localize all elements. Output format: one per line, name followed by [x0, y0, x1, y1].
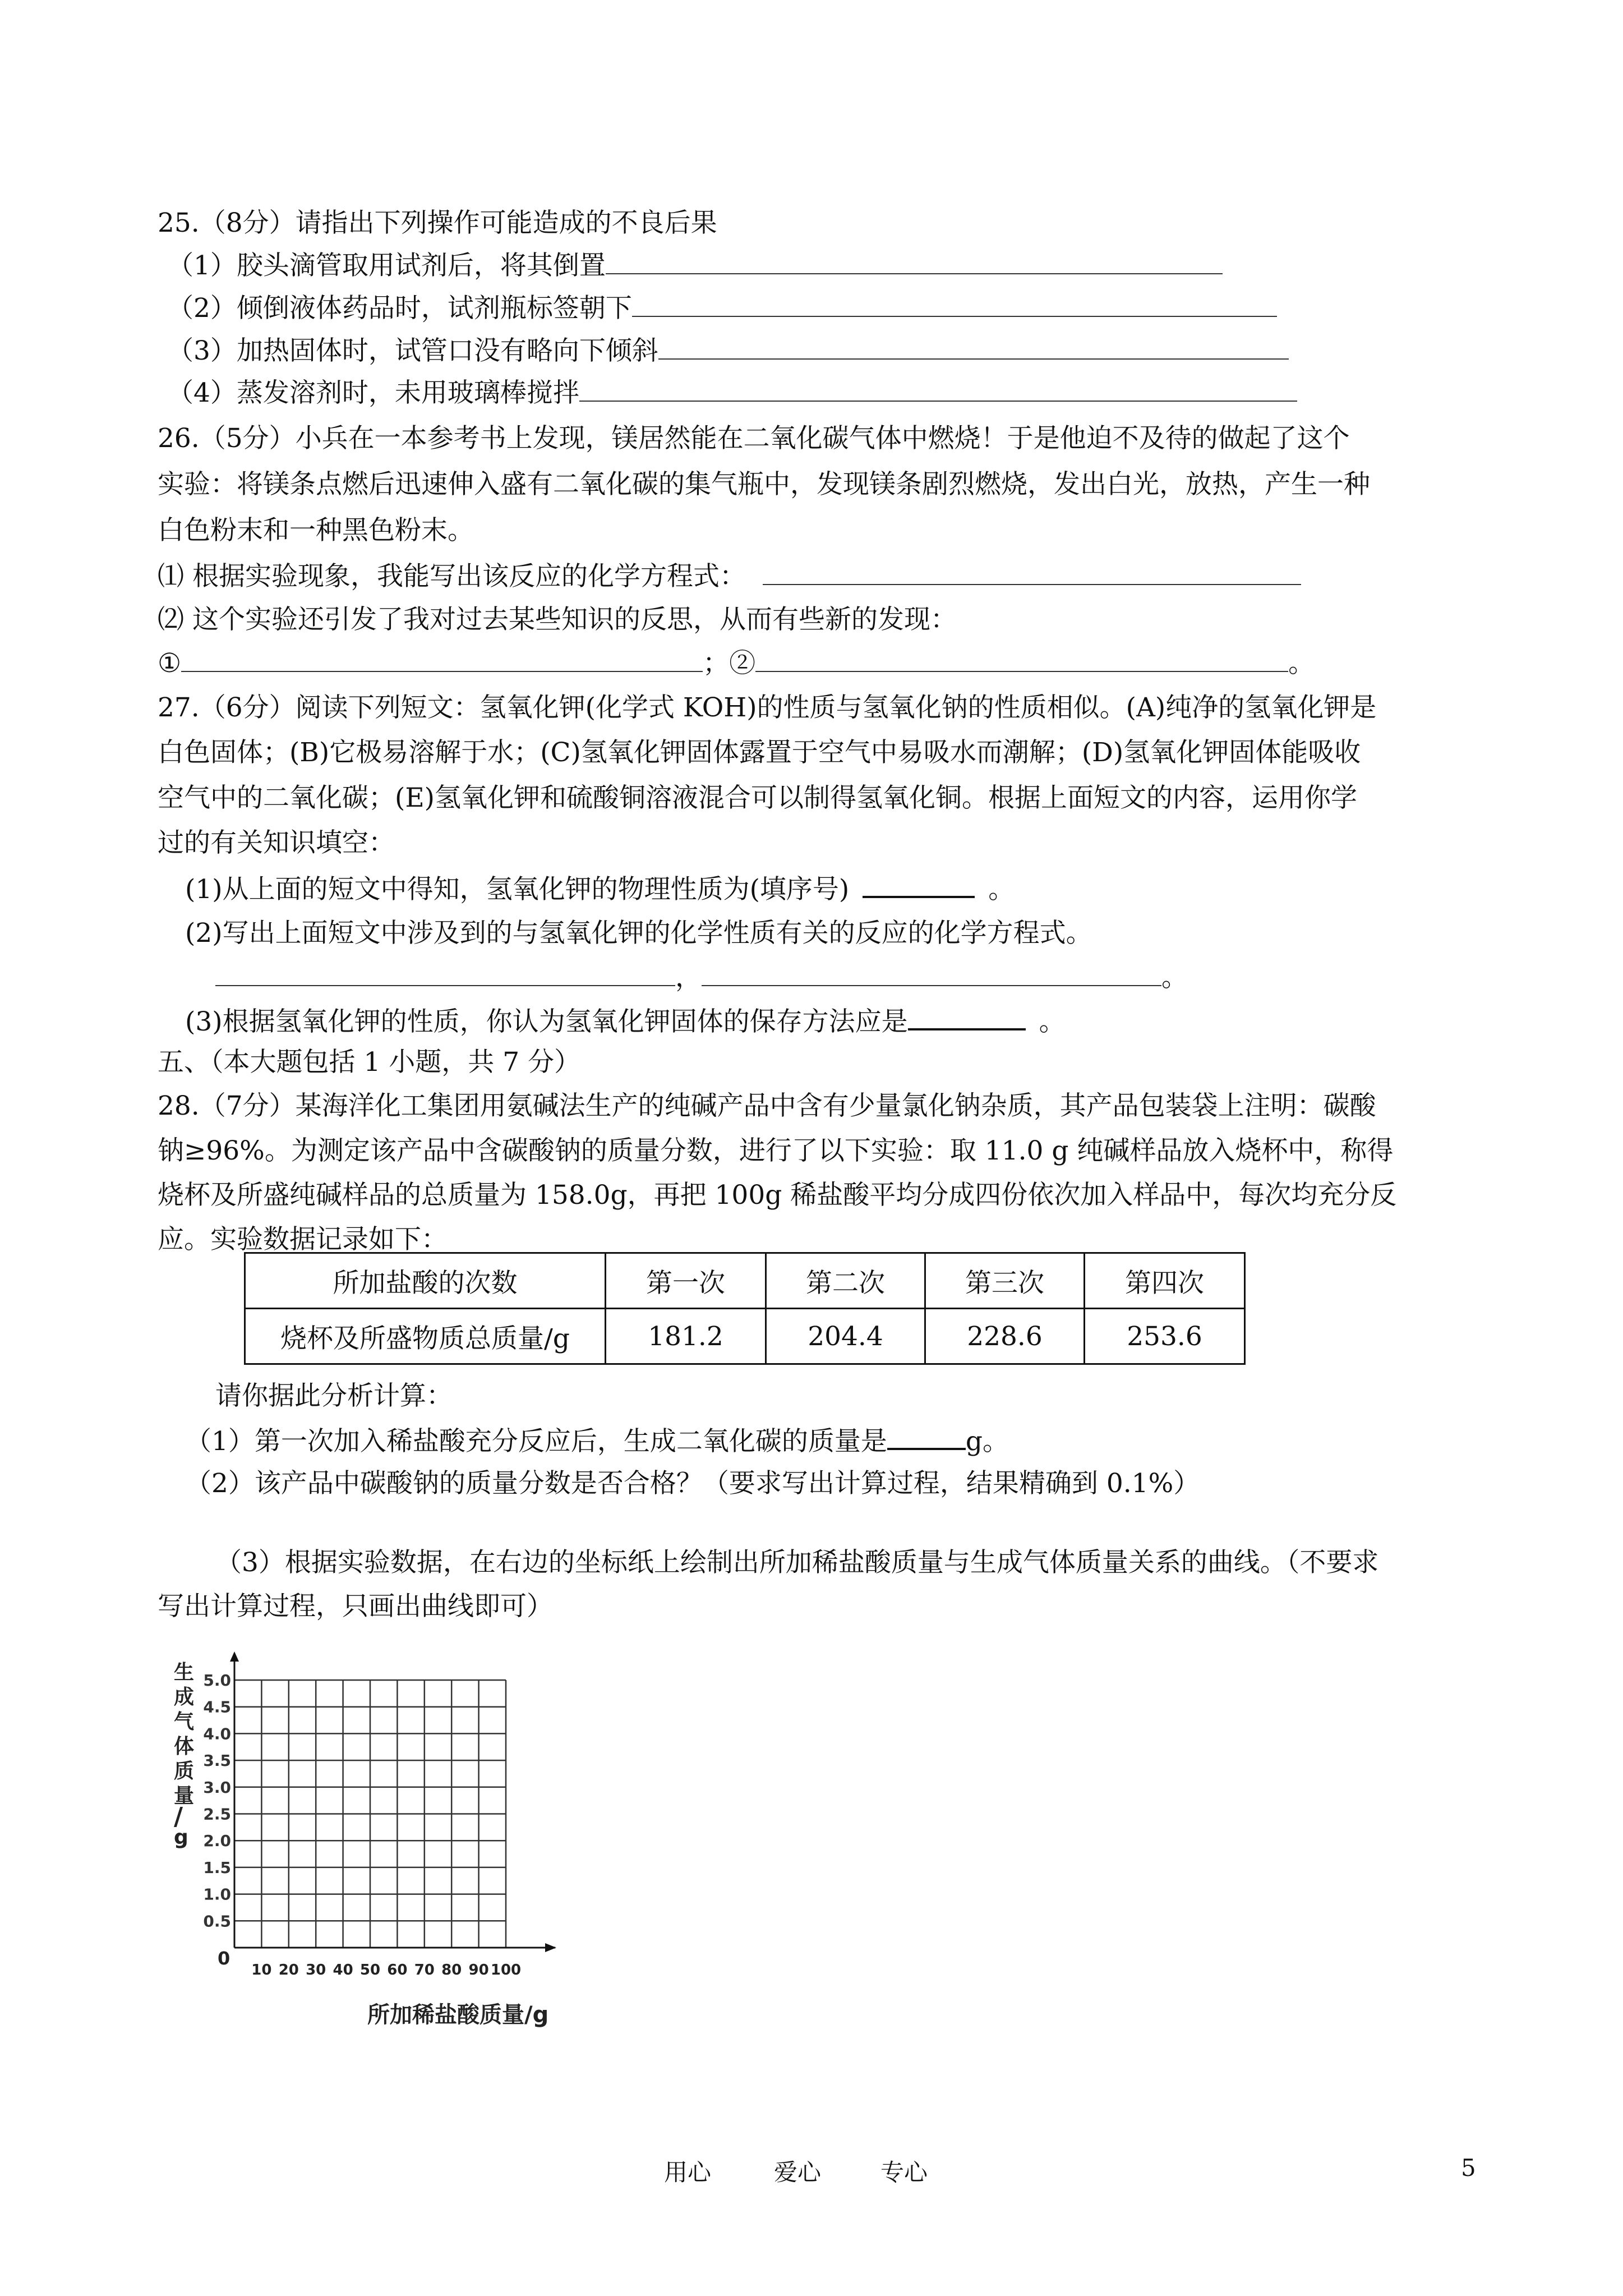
- q28-sub-3-line-2: 写出计算过程，只画出曲线即可）: [158, 1591, 553, 1622]
- table-cell: 所加盐酸的次数: [245, 1253, 606, 1309]
- x-axis-arrow: [545, 1943, 556, 1952]
- table-cell: 204.4: [766, 1309, 925, 1364]
- page-number: 5: [1461, 2154, 1476, 2182]
- q26-sub-2: ⑵ 这个实验还引发了我对过去某些知识的反思，从而有些新的发现：: [158, 604, 957, 635]
- q25-title: 25.（8分）请指出下列操作可能造成的不良后果: [158, 208, 717, 238]
- y-tick-label: 4.5: [203, 1697, 231, 1717]
- answer-blank[interactable]: [658, 334, 1289, 360]
- answer-blank[interactable]: [606, 249, 1223, 274]
- equation-blank[interactable]: [215, 960, 675, 986]
- y-tick-label: 2.0: [203, 1832, 231, 1851]
- answer-blank[interactable]: [908, 1004, 1026, 1030]
- coordinate-grid-chart[interactable]: [168, 1649, 594, 2042]
- x-tick-label: 100: [490, 1962, 522, 1978]
- equation-blank[interactable]: [763, 559, 1301, 585]
- q27-line-1: 27.（6分）阅读下列短文：氢氧化钾(化学式 KOH)的性质与氢氧化钠的性质相似。(A)纯净的氢氧化钾是: [158, 692, 1377, 723]
- q27-sub-3: (3)根据氢氧化钾的性质，你认为氢氧化钾固体的保存方法应是 。: [185, 1004, 1066, 1039]
- q27-sub-1: (1)从上面的短文中得知，氢氧化钾的物理性质为(填序号) 。: [185, 871, 1015, 907]
- answer-blank[interactable]: [863, 871, 975, 898]
- q25-item-2: （2）倾倒液体药品时，试剂瓶标签朝下: [167, 291, 1277, 325]
- q28-line-1: 28.（7分）某海洋化工集团用氨碱法生产的纯碱产品中含有少量氯化钠杂质，其产品包装袋上注明：碳酸: [158, 1091, 1376, 1121]
- x-tick-label: 80: [441, 1962, 462, 1978]
- section-5-heading: 五、（本大题包括 1 小题，共 7 分）: [158, 1047, 581, 1078]
- answer-blank[interactable]: [579, 376, 1297, 402]
- q28-line-4: 应。实验数据记录如下：: [158, 1224, 448, 1255]
- y-tick-label: 3.0: [203, 1778, 231, 1797]
- answer-blank[interactable]: [632, 291, 1277, 317]
- answer-blank[interactable]: [887, 1423, 966, 1450]
- x-tick-label: 50: [359, 1962, 381, 1978]
- table-cell: 第一次: [606, 1253, 766, 1309]
- table-header-row: [245, 1253, 1245, 1309]
- x-tick-label: 10: [251, 1962, 272, 1978]
- q26-line-1: 26.（5分）小兵在一本参考书上发现，镁居然能在二氧化碳气体中燃烧！于是他迫不及待的做起了这个: [158, 423, 1350, 454]
- q27-sub-2-answers: ， 。: [215, 960, 1188, 995]
- footer-item-2: 爱心: [774, 2159, 822, 2186]
- x-tick-label: 60: [387, 1962, 408, 1978]
- footer-item-3: 专心: [880, 2159, 928, 2186]
- q28-sub-3-line-1: （3）根据实验数据，在右边的坐标纸上绘制出所加稀盐酸质量与生成气体质量关系的曲线。（不要求: [215, 1547, 1379, 1578]
- q26-line-3: 白色粉末和一种黑色粉末。: [158, 515, 474, 546]
- table-cell: 253.6: [1085, 1309, 1245, 1364]
- y-tick-label: 0.5: [203, 1912, 231, 1931]
- table-cell: 第二次: [766, 1253, 925, 1309]
- q26-sub-1: ⑴ 根据实验现象，我能写出该反应的化学方程式：: [158, 559, 1301, 593]
- x-tick-label: 40: [333, 1962, 353, 1978]
- q27-line-4: 过的有关知识填空：: [158, 827, 395, 858]
- y-tick-label: 4.0: [203, 1724, 231, 1743]
- q26-sub-2-answers: ① ；② 。: [158, 646, 1315, 680]
- x-axis-label: 所加稀盐酸质量/g: [367, 2002, 549, 2028]
- q25-item-4: （4）蒸发溶剂时，未用玻璃棒搅拌: [167, 376, 1297, 410]
- origin-label: 0: [218, 1948, 230, 1969]
- y-tick-label: 1.0: [203, 1885, 231, 1904]
- grid-svg[interactable]: [168, 1649, 594, 2042]
- x-tick-label: 30: [306, 1962, 326, 1978]
- q27-line-2: 白色固体；(B)它极易溶解于水；(C)氢氧化钾固体露置于空气中易吸水而潮解；(D)氢氧化钾固体能吸收: [158, 737, 1361, 768]
- y-tick-label: 1.5: [203, 1858, 231, 1877]
- x-tick-label: 20: [278, 1962, 299, 1978]
- q25-item-1: （1）胶头滴管取用试剂后，将其倒置: [167, 249, 1223, 283]
- table-cell: 第四次: [1085, 1253, 1245, 1309]
- y-axis-label: 生 成 气 体 质 量 / g: [174, 1661, 195, 1849]
- y-tick-label: 2.5: [203, 1805, 231, 1824]
- x-tick-label: 70: [414, 1962, 435, 1978]
- q28-sub-2: （2）该产品中碳酸钠的质量分数是否合格？（要求写出计算过程，结果精确到 0.1%）: [185, 1468, 1200, 1499]
- q28-sub-1: （1）第一次加入稀盐酸充分反应后，生成二氧化碳的质量是 g。: [185, 1423, 1009, 1458]
- q28-line-3: 烧杯及所盛纯碱样品的总质量为 158.0g，再把 100g 稀盐酸平均分成四份依次加入样品中，每次均充分反: [158, 1180, 1397, 1211]
- data-table: [244, 1252, 1246, 1365]
- answer-blank[interactable]: [755, 646, 1288, 672]
- table-row: [245, 1309, 1245, 1364]
- footer-item-1: 用心: [664, 2159, 712, 2186]
- q26-line-2: 实验：将镁条点燃后迅速伸入盛有二氧化碳的集气瓶中，发现镁条剧烈燃烧，发出白光，放热，产生一种: [158, 469, 1370, 500]
- table-cell: 228.6: [925, 1309, 1085, 1364]
- answer-blank[interactable]: [181, 646, 703, 672]
- table-cell: 181.2: [606, 1309, 766, 1364]
- table-cell: 第三次: [925, 1253, 1085, 1309]
- q25-item-3: （3）加热固体时，试管口没有略向下倾斜: [167, 334, 1289, 368]
- q28-prompt: 请你据此分析计算：: [215, 1381, 453, 1411]
- y-tick-label: 5.0: [203, 1671, 231, 1690]
- y-tick-label: 3.5: [203, 1751, 231, 1770]
- q27-sub-2: (2)写出上面短文中涉及到的与氢氧化钾的化学性质有关的反应的化学方程式。: [185, 918, 1092, 949]
- equation-blank[interactable]: [702, 960, 1161, 986]
- q27-line-3: 空气中的二氧化碳；(E)氢氧化钾和硫酸铜溶液混合可以制得氢氧化铜。根据上面短文的内容，运用你学: [158, 783, 1357, 813]
- table-cell: 烧杯及所盛物质总质量/g: [245, 1309, 606, 1364]
- y-axis-arrow: [230, 1651, 239, 1662]
- q28-line-2: 钠≥96%。为测定该产品中含碳酸钠的质量分数，进行了以下实验：取 11.0 g 纯碱样品放入烧杯中，称得: [158, 1135, 1394, 1166]
- x-tick-label: 90: [468, 1962, 489, 1978]
